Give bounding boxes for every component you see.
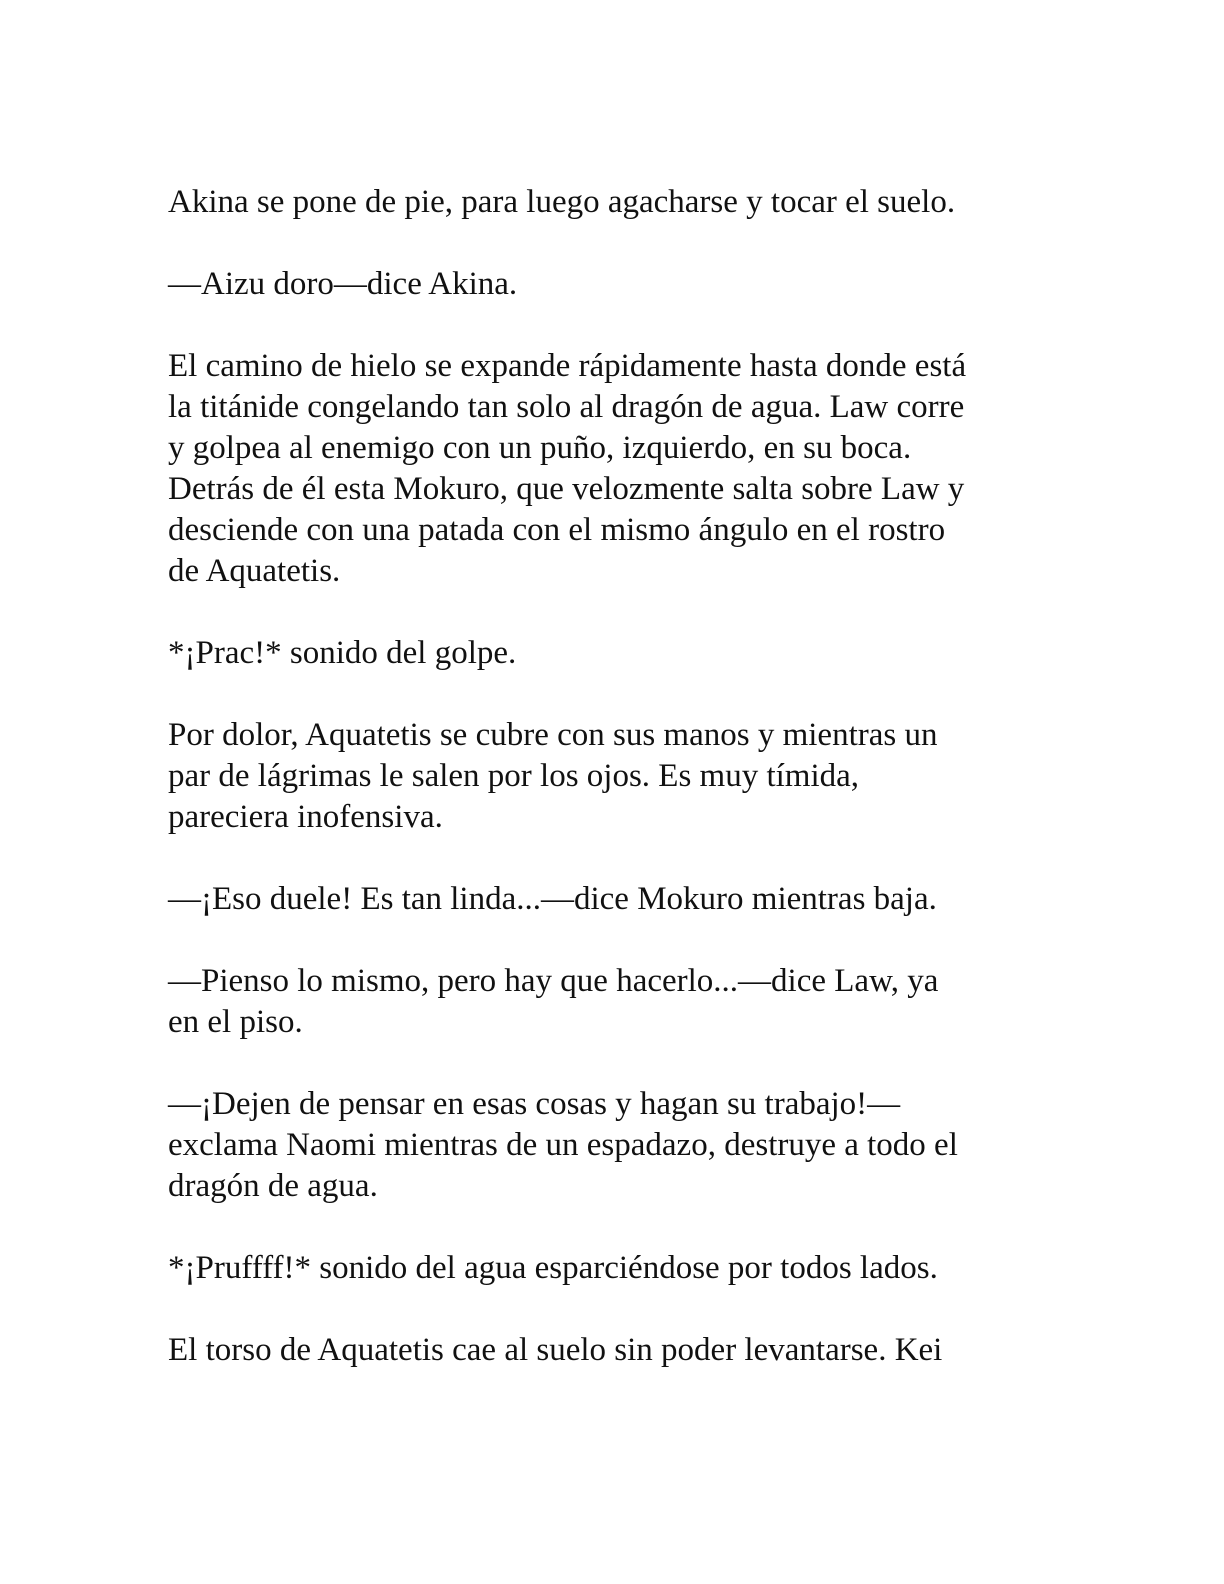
text-line: Detrás de él esta Mokuro, que velozmente salta sobre Law y [168,471,965,507]
text-line: exclama Naomi mientras de un espadazo, destruye a todo el [168,1127,958,1163]
text-line: de Aquatetis. [168,553,341,589]
paragraph [168,961,1048,1043]
paragraph [168,715,1048,838]
text-line: —¡Eso duele! Es tan linda...—dice Mokuro mientras baja. [168,881,937,917]
text-line: desciende con una patada con el mismo ángulo en el rostro [168,512,946,548]
text-line: pareciera inofensiva. [168,799,443,835]
document-page [168,182,1048,1412]
text-line: El torso de Aquatetis cae al suelo sin poder levantarse. Kei [168,1332,943,1368]
paragraph [168,1330,1048,1371]
text-line: —Pienso lo mismo, pero hay que hacerlo...—dice Law, ya [168,963,939,999]
text-line: —Aizu doro—dice Akina. [168,266,518,302]
text-line: par de lágrimas le salen por los ojos. Es muy tímida, [168,758,860,794]
text-line: dragón de agua. [168,1168,378,1204]
text-line: *¡Prac!* sonido del golpe. [168,635,517,671]
text-line: Akina se pone de pie, para luego agacharse y tocar el suelo. [168,184,956,220]
paragraph [168,1248,1048,1289]
paragraph [168,346,1048,592]
text-line: y golpea al enemigo con un puño, izquierdo, en su boca. [168,430,912,466]
text-line: la titánide congelando tan solo al dragón de agua. Law corre [168,389,965,425]
text-line: —¡Dejen de pensar en esas cosas y hagan su trabajo!— [168,1086,901,1122]
paragraph [168,1084,1048,1207]
text-line: El camino de hielo se expande rápidamente hasta donde está [168,348,967,384]
text-line: *¡Pruffff!* sonido del agua esparciéndose por todos lados. [168,1250,938,1286]
paragraph [168,633,1048,674]
text-line: en el piso. [168,1004,303,1040]
paragraph [168,879,1048,920]
paragraph [168,182,1048,223]
paragraph [168,264,1048,305]
text-line: Por dolor, Aquatetis se cubre con sus manos y mientras un [168,717,938,753]
